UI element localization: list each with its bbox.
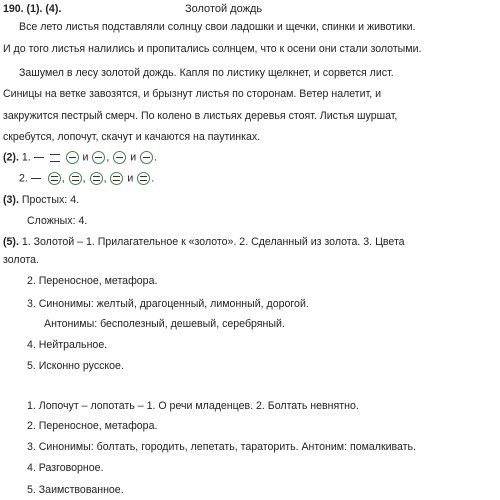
text-line: Все лето листья подставляли солнцу свои ладошки и щечки, спинки и животики. (19, 21, 416, 33)
scheme-row-1 (3, 151, 157, 164)
text-line: закружится пестрый смерч. По колено в листьях деревья стоят. Листья шуршат, (3, 110, 398, 122)
modifier-circle-dash-icon (113, 151, 126, 164)
modifier-circle-dash-icon (66, 151, 79, 164)
predicate-circle-eq-icon (137, 172, 150, 185)
task5-row (3, 236, 405, 249)
predicate-circle-eq-icon (110, 172, 123, 185)
comma: , (106, 151, 110, 164)
text-line: 2. Переносное, метафора. (27, 275, 158, 287)
and-word: и (82, 151, 89, 164)
modifier-circle-dash-icon (140, 151, 153, 164)
predicate-circle-eq-icon (90, 172, 103, 185)
text-line: 4. Нейтральное. (27, 339, 108, 351)
and-word: и (130, 151, 137, 164)
text-title: Золотой дождь (185, 3, 263, 15)
text-line: 5. Заимствованное. (27, 484, 124, 496)
task3-label: (3). (3, 194, 19, 206)
modifier-circle-dash-icon (92, 151, 105, 164)
comma: , (61, 172, 65, 185)
and-word: и (127, 172, 134, 185)
text-line: 2. Переносное, метафора. (27, 420, 158, 432)
comma: , (103, 172, 107, 185)
scheme-row-2 (19, 172, 154, 185)
text-line: И до того листья налились и пропитались солнцем, что к осени они стали золотыми. (3, 43, 422, 55)
subject-dash-icon (31, 178, 41, 179)
text-line: 1. Лопочут – лопотать – 1. О речи младенцев. 2. Болтать невнятно. (27, 400, 359, 412)
text-line: 1. Золотой – 1. Прилагательное к «золото». 2. Сделанный из золота. 3. Цвета (21, 236, 405, 248)
text-line: 4. Разговорное. (27, 462, 104, 474)
task3-row (3, 194, 79, 207)
period: . (154, 151, 158, 164)
task2-label: (2). (3, 151, 19, 164)
predicate-circle-eq-icon (69, 172, 82, 185)
complex-count: Сложных: 4. (27, 215, 88, 227)
text-line: Зашумел в лесу золотой дождь. Капля по листику щелкнет, и сорвется лист. (19, 67, 394, 79)
task5-label: (5). (3, 236, 19, 248)
predicate-underline-icon (50, 154, 60, 162)
text-line: Синицы на ветке завозятся, и брызнут листья по сторонам. Ветер налетит, и (3, 88, 382, 100)
exercise-number: 190. (1). (4). (3, 3, 62, 15)
predicate-circle-eq-icon (48, 172, 61, 185)
text-line: 3. Синонимы: желтый, драгоценный, лимонный, дорогой. (27, 298, 309, 310)
text-line: 3. Синонимы: болтать, городить, лепетать, тараторить. Антоним: помалкивать. (27, 441, 416, 453)
simple-count: Простых: 4. (21, 194, 80, 206)
scheme-row-number: 1. (21, 151, 31, 164)
text-line: золота. (3, 254, 39, 266)
text-line: скребутся, лопочут, скачут и качаются на паутинках. (3, 131, 261, 143)
period: . (151, 172, 155, 185)
scheme-row-number: 2. (19, 172, 28, 185)
comma: , (82, 172, 86, 185)
text-line: 5. Исконно русское. (27, 360, 124, 372)
subject-dash-icon (34, 157, 44, 158)
text-line: Антонимы: бесполезный, дешевый, серебряный. (44, 318, 285, 330)
